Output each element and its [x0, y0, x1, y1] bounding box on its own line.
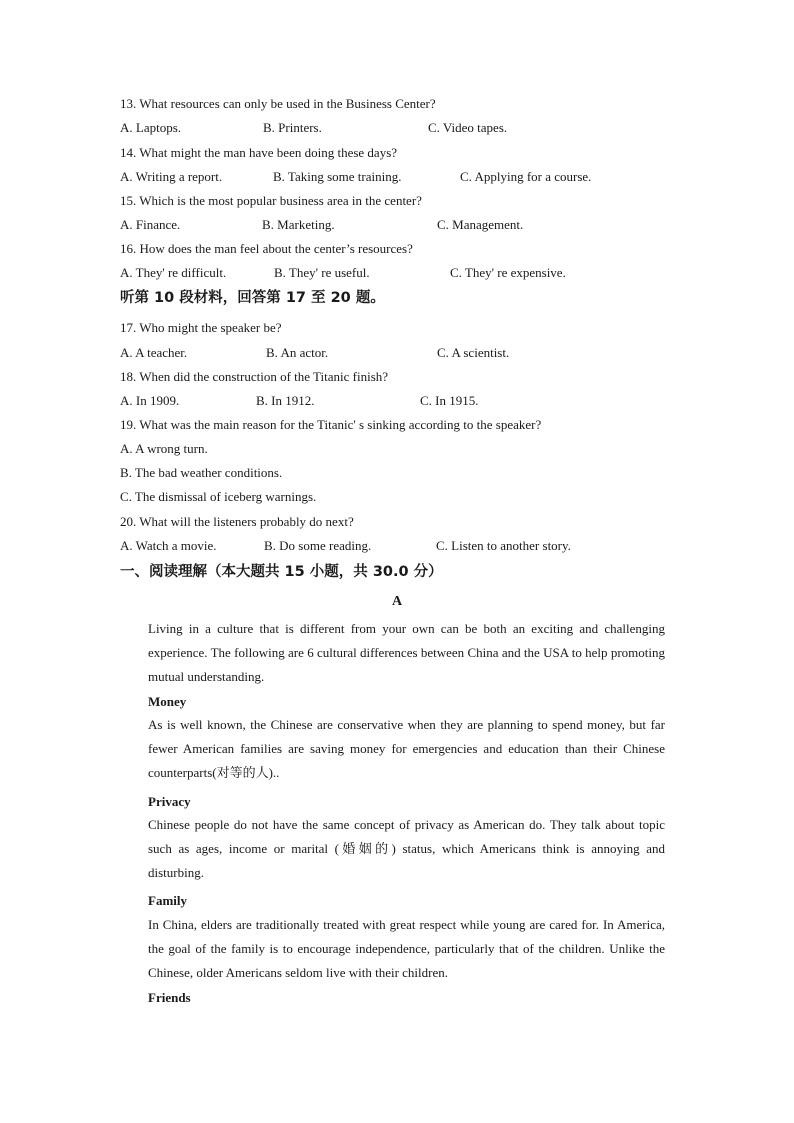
question-18: 18. When did the construction of the Titanic finish? — [120, 369, 389, 384]
q14-option-c: C. Applying for a course. — [460, 169, 592, 184]
q20-option-c: C. Listen to another story. — [436, 538, 571, 553]
privacy-paragraph — [120, 813, 665, 885]
question-20: 20. What will the listeners probably do next? — [120, 514, 354, 529]
q13-option-a: A. Laptops. — [120, 120, 182, 135]
intro-paragraph — [120, 617, 665, 689]
question-13: 13. What resources can only be used in the Business Center? — [120, 96, 436, 111]
q13-option-b: B. Printers. — [263, 120, 322, 135]
q19-option-a: A. A wrong turn. — [120, 441, 208, 456]
q15-option-a: A. Finance. — [120, 217, 181, 232]
reading-section-heading: 一、阅读理解（本大题共 15 小题，共 30.0 分） — [120, 564, 443, 580]
section-title-friends: Friends — [148, 990, 191, 1005]
q20-option-a: A. Watch a movie. — [120, 538, 217, 553]
q16-option-b: B. They' re useful. — [274, 265, 370, 280]
q18-option-a: A. In 1909. — [120, 393, 180, 408]
q19-option-b: B. The bad weather conditions. — [120, 465, 283, 480]
question-14: 14. What might the man have been doing these days? — [120, 145, 398, 160]
q17-option-b: B. An actor. — [266, 345, 329, 360]
question-15: 15. Which is the most popular business area in the center? — [120, 193, 422, 208]
question-17: 17. Who might the speaker be? — [120, 320, 282, 335]
q18-option-c: C. In 1915. — [420, 393, 479, 408]
section-title-family: Family — [148, 893, 187, 908]
intro-text: Living in a culture that is different from your own can be both an exciting and challenging experience. The following are 6 cultural differences between China and the USA to help promoting mutual understanding. — [148, 621, 665, 684]
q16-option-c: C. They' re expensive. — [450, 265, 566, 280]
q14-option-b: B. Taking some training. — [273, 169, 402, 184]
family-paragraph — [120, 913, 665, 985]
q16-option-a: A. They' re difficult. — [120, 265, 227, 280]
money-text: As is well known, the Chinese are conservative when they are planning to spend money, but far fewer American families are saving money for emergencies and education than their Chinese counterparts(对等的人).. — [148, 717, 665, 780]
q17-option-c: C. A scientist. — [437, 345, 510, 360]
q15-option-b: B. Marketing. — [262, 217, 335, 232]
q13-option-c: C. Video tapes. — [428, 120, 508, 135]
q14-option-a: A. Writing a report. — [120, 169, 223, 184]
passage-label: A — [391, 594, 403, 609]
section-title-money: Money — [148, 694, 187, 709]
section-title-privacy: Privacy — [148, 794, 191, 809]
privacy-text: Chinese people do not have the same concept of privacy as American do. They talk about topic such as ages, income or marital (婚姻的) status, which Americans think is annoying and disturbing. — [148, 817, 665, 880]
q18-option-b: B. In 1912. — [256, 393, 315, 408]
q17-option-a: A. A teacher. — [120, 345, 188, 360]
q15-option-c: C. Management. — [437, 217, 524, 232]
family-text: In China, elders are traditionally treated with great respect while young are cared for. In America, the goal of the family is to encourage independence, particularly that of the children. Unlike the Chinese, older Americans seldom live with their children. — [148, 917, 665, 980]
q19-option-c: C. The dismissal of iceberg warnings. — [120, 489, 317, 504]
question-19: 19. What was the main reason for the Titanic' s sinking according to the speaker? — [120, 417, 542, 432]
question-16: 16. How does the man feel about the center’s resources? — [120, 241, 413, 256]
section-10-heading: 听第 10 段材料，回答第 17 至 20 题。 — [120, 290, 385, 306]
q20-option-b: B. Do some reading. — [264, 538, 372, 553]
money-paragraph — [120, 713, 665, 785]
